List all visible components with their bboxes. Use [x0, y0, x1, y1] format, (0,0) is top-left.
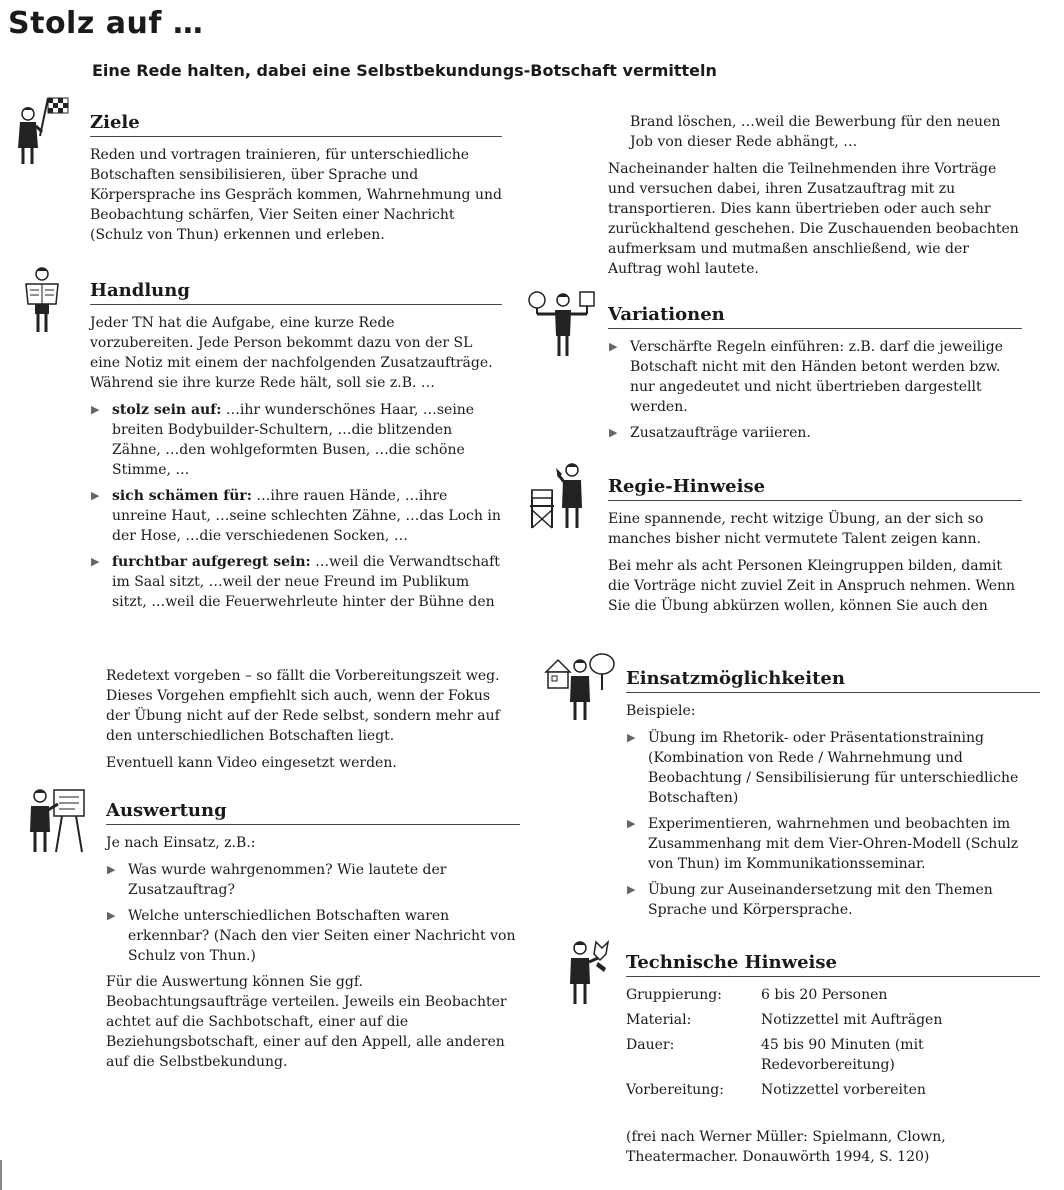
- handlung-continuation-text: Brand löschen, …weil die Bewerbung für den neuen Job von dieser Rede abhängt, …: [630, 114, 1001, 150]
- tools-person-icon: [562, 936, 612, 1008]
- list-item: ▶ furchtbar aufgeregt sein: …weil die Verwandtschaft im Saal sitzt, …weil der neue Freund im Publikum sitzt, …weil die Feuerwehrleute hinter der Bühne den: [90, 552, 502, 612]
- section-technische-hinweise: [626, 952, 1040, 1174]
- list-item: ▶ stolz sein auf: …ihr wunderschönes Haar, …seine breiten Bodybuilder-Schultern, …die blitzenden Zähne, …den wohlgeformten Busen, …die schöne Stimme, …: [90, 400, 502, 480]
- technik-table: [626, 985, 1001, 1105]
- page-title: Stolz auf …: [8, 6, 204, 41]
- list-item: ▶ Verschärfte Regeln einführen: z.B. darf die jeweilige Botschaft nicht mit den Händen betont werden bzw. nur angedeutet und nicht übertrieben dargestellt werden.: [608, 337, 1022, 417]
- regie-text-4: Eventuell kann Video eingesetzt werden.: [106, 755, 397, 771]
- handlung-after: Nacheinander halten die Teilnehmenden ihre Vorträge und versuchen dabei, ihren Zusatzauftrag mit zu transportieren. Dies kann übertrieben oder auch sehr zurückhaltend geschehen. Die Zuschauenden beobachten aufmerksam und mutmaßen anschließend, wie der Auftrag wohl lautete.: [608, 161, 1019, 277]
- house-tree-person-icon: [544, 650, 616, 722]
- section-heading: Auswertung: [106, 800, 520, 825]
- flipchart-presenter-icon: [26, 786, 88, 856]
- regie-continuation: [106, 666, 518, 780]
- sign-holder-icon: [528, 290, 598, 358]
- page-subtitle: Eine Rede halten, dabei eine Selbstbekundungs-Botschaft vermitteln: [92, 61, 717, 80]
- regie-text-3: Redetext vorgeben – so fällt die Vorbereitungszeit weg. Dieses Vorgehen empfiehlt sich auch, wenn der Fokus der Übung nicht auf der Rede selbst, sondern mehr auf den unterschiedlichen Botschaften liegt.: [106, 668, 500, 744]
- technik-value: Notizzettel mit Aufträgen: [761, 1012, 943, 1028]
- regie-text-2: Bei mehr als acht Personen Kleingruppen bilden, damit die Vorträge nicht zuviel Zeit in Anspruch nehmen. Wenn Sie die Übung abkürzen wollen, können Sie auch den: [608, 558, 1016, 614]
- einsatz-list: [626, 728, 1040, 920]
- technik-value: 45 bis 90 Minuten (mit Redevorbereitung): [761, 1037, 924, 1073]
- technik-key: Gruppierung:: [626, 987, 722, 1003]
- list-item: ▶ Was wurde wahrgenommen? Wie lautete der Zusatzauftrag?: [106, 860, 520, 900]
- technik-value: Notizzettel vorbereiten: [761, 1082, 926, 1098]
- handlung-intro: Jeder TN hat die Aufgabe, eine kurze Rede vorzubereiten. Jede Person bekommt dazu von der SL eine Notiz mit einem der nachfolgenden Zusatzaufträge. Während sie ihre kurze Rede hält, soll sie z.B. …: [90, 315, 493, 391]
- auswertung-intro: Je nach Einsatz, z.B.:: [106, 835, 256, 851]
- section-heading: Variationen: [608, 304, 1022, 329]
- auswertung-list: [106, 860, 520, 966]
- director-chair-icon: [528, 460, 590, 532]
- handlung-list: [90, 400, 502, 612]
- reading-person-icon: [22, 266, 62, 336]
- section-heading: Ziele: [90, 112, 502, 137]
- ziele-text: Reden und vortragen trainieren, für unterschiedliche Botschaften sensibilisieren, über Sprache und Körpersprache ins Gespräch kommen, Wahrnehmung und Beobachtung schärfen, Vier Seiten einer Nachricht (Schulz von Thun) erkennen und erleben.: [90, 147, 502, 243]
- flag-person-icon: [12, 96, 74, 168]
- section-auswertung: [106, 800, 520, 1079]
- technik-key: Dauer:: [626, 1037, 675, 1053]
- regie-text-1: Eine spannende, recht witzige Übung, an der sich so manches bisher nicht vermutete Talent zeigen kann.: [608, 511, 984, 547]
- list-item: ▶ sich schämen für: …ihre rauen Hände, …ihre unreine Haut, …seine schlechten Zähne, …das Loch in der Hose, …die verschiedenen Socken, …: [90, 486, 502, 546]
- table-row: [626, 1080, 1001, 1105]
- section-variationen: [608, 304, 1022, 449]
- section-einsatzmoeglichkeiten: [626, 668, 1040, 926]
- einsatz-intro: Beispiele:: [626, 703, 696, 719]
- table-row: [626, 985, 1001, 1010]
- section-regie-hinweise: [608, 476, 1022, 623]
- technik-value: 6 bis 20 Personen: [761, 987, 888, 1003]
- list-item: ▶ Übung zur Auseinandersetzung mit den Themen Sprache und Körpersprache.: [626, 880, 1040, 920]
- section-heading: Technische Hinweise: [626, 952, 1040, 977]
- auswertung-outro: Für die Auswertung können Sie ggf. Beobachtungsaufträge verteilen. Jeweils ein Beobachter achtet auf die Sachbotschaft, einer auf die Beziehungsbotschaft, einer auf den Appell, alle anderen auf die Selbstbekundung.: [106, 974, 507, 1070]
- technik-key: Vorbereitung:: [626, 1082, 724, 1098]
- section-handlung: [90, 280, 502, 618]
- section-heading: Regie-Hinweise: [608, 476, 1022, 501]
- table-row: [626, 1010, 1001, 1035]
- variationen-list: [608, 337, 1022, 443]
- technik-source: (frei nach Werner Müller: Spielmann, Clown, Theatermacher. Donauwörth 1994, S. 120): [626, 1129, 946, 1165]
- section-heading: Handlung: [90, 280, 502, 305]
- section-ziele: [90, 112, 502, 252]
- list-item: ▶ Welche unterschiedlichen Botschaften waren erkennbar? (Nach den vier Seiten einer Nachricht von Schulz von Thun.): [106, 906, 520, 966]
- technik-key: Material:: [626, 1012, 692, 1028]
- table-row: [626, 1035, 1001, 1080]
- list-item: ▶ Experimentieren, wahrnehmen und beobachten im Zusammenhang mit dem Vier-Ohren-Modell (Schulz von Thun) im Kommunikationsseminar.: [626, 814, 1040, 874]
- handlung-continuation: [608, 112, 1020, 286]
- section-heading: Einsatzmöglichkeiten: [626, 668, 1040, 693]
- page-edge-mark: [0, 1160, 2, 1190]
- list-item: ▶ Übung im Rhetorik- oder Präsentationstraining (Kombination von Rede / Wahrnehmung und Beobachtung / Sensibilisierung für unterschiedliche Botschaften): [626, 728, 1040, 808]
- list-item: ▶ Zusatzaufträge variieren.: [608, 423, 1022, 443]
